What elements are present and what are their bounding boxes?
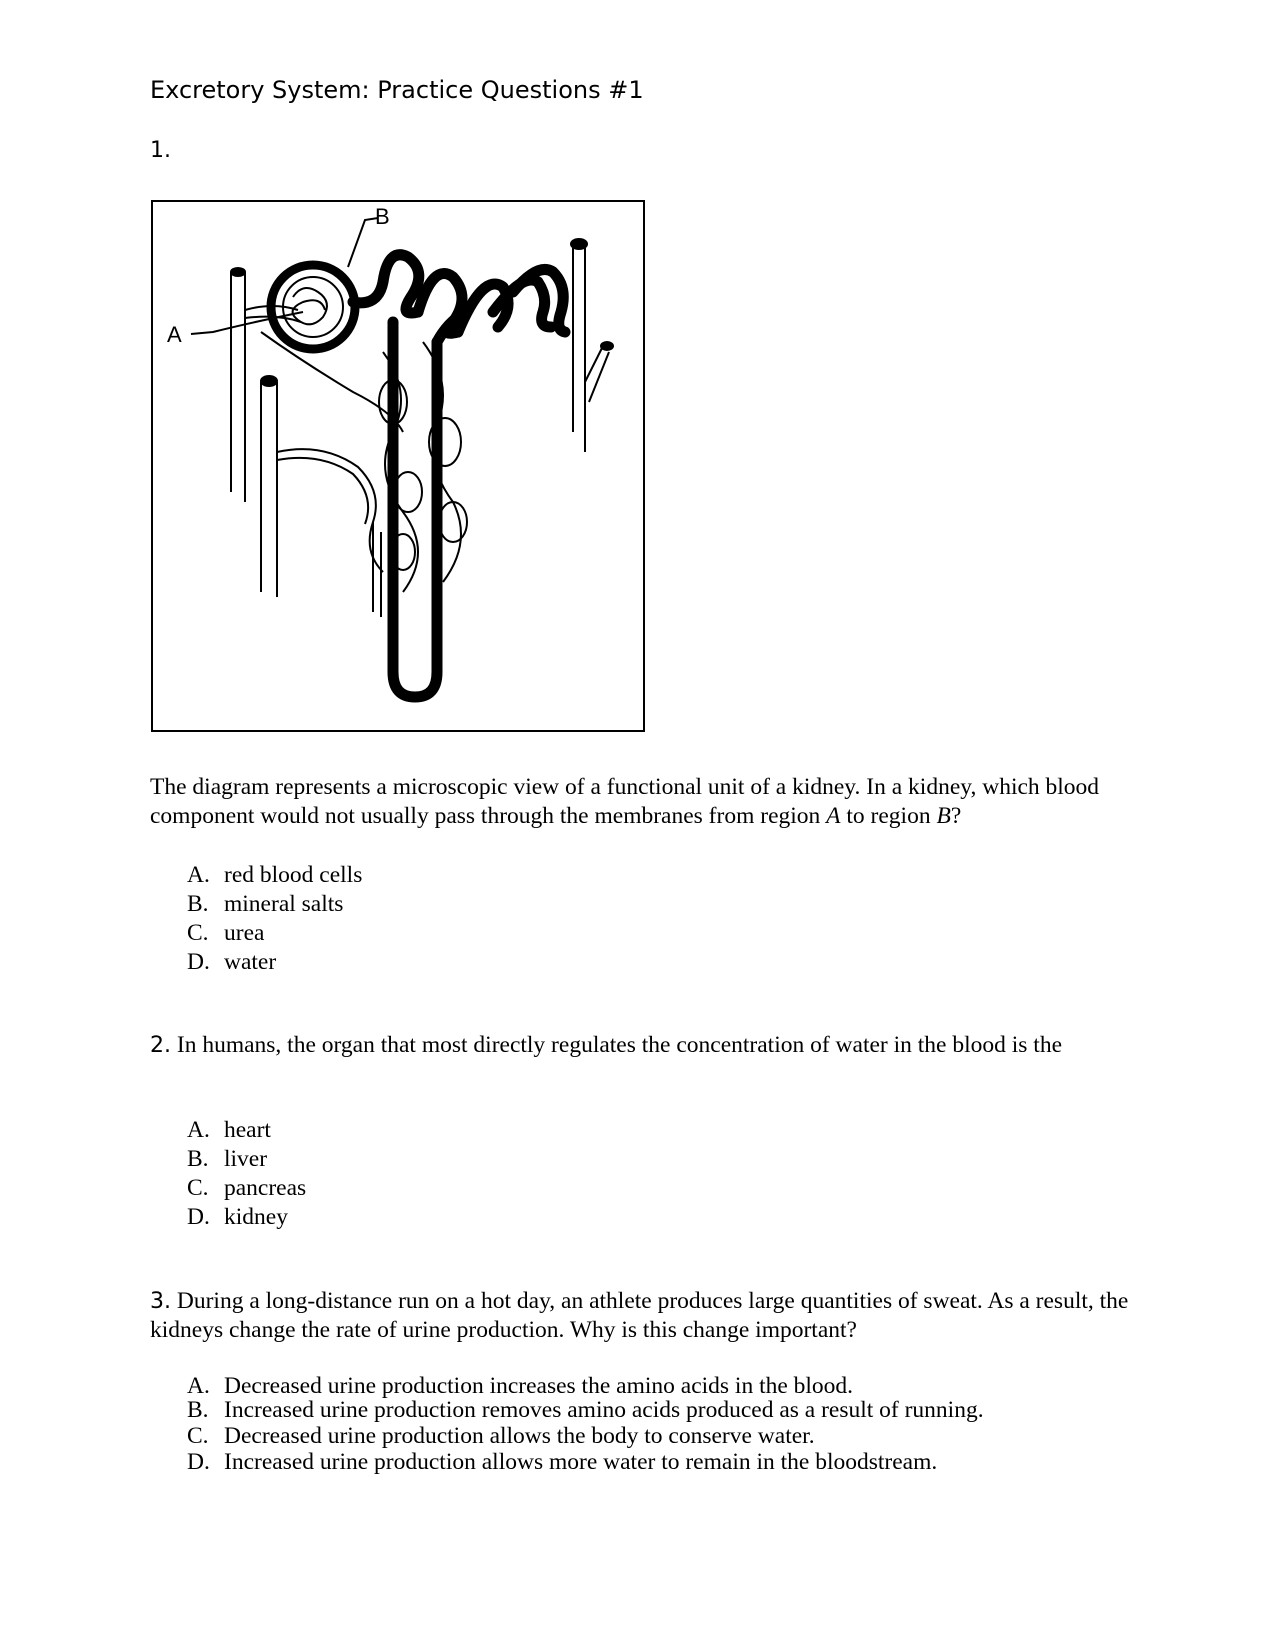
option-item[interactable]: [187, 1423, 984, 1449]
option-item[interactable]: [187, 1397, 984, 1423]
region-b-ref: B: [936, 803, 951, 829]
question-1-options: [187, 861, 362, 977]
question-2-number: 2.: [150, 1033, 171, 1058]
nephron-tubule: [353, 255, 565, 697]
option-item[interactable]: [187, 1449, 984, 1475]
artery-vessel: [231, 268, 301, 597]
question-1-text-part: to region: [840, 803, 937, 829]
option-letter: B.: [187, 1397, 209, 1423]
question-2-text: [150, 1031, 1130, 1060]
option-letter: C.: [187, 920, 209, 946]
question-2-options: [187, 1116, 306, 1232]
option-item[interactable]: [187, 1116, 306, 1145]
question-2-body: In humans, the organ that most directly regulates the concentration of water in the blood is the: [176, 1032, 1063, 1058]
option-text: Decreased urine production allows the body to conserve water.: [224, 1423, 815, 1449]
option-letter: C.: [187, 1175, 209, 1201]
option-item[interactable]: [187, 1145, 306, 1174]
option-item[interactable]: [187, 1373, 984, 1397]
label-a: A: [167, 322, 182, 347]
option-item[interactable]: [187, 919, 362, 948]
question-3-body: During a long-distance run on a hot day, an athlete produces large quantities of sweat. As a result, the kidneys change the rate of urine production. Why is this change important?: [150, 1288, 1129, 1343]
option-letter: C.: [187, 1423, 209, 1449]
page-title: Excretory System: Practice Questions #1: [150, 76, 644, 104]
question-3-number: 3.: [150, 1289, 171, 1314]
question-1-text-part: ?: [950, 803, 962, 829]
option-letter: B.: [187, 1146, 209, 1172]
option-letter: A.: [187, 862, 210, 888]
question-1-text-part: The diagram represents a microscopic view of a functional unit of a kidney. In a kidney, which blood component would not usually pass through the membranes from region: [150, 774, 1100, 829]
option-item[interactable]: [187, 861, 362, 890]
option-letter: D.: [187, 1449, 210, 1475]
option-text: urea: [224, 920, 265, 946]
region-a-ref: A: [826, 803, 841, 829]
option-text: Decreased urine production increases the amino acids in the blood.: [224, 1373, 854, 1399]
option-text: red blood cells: [224, 862, 363, 888]
option-text: heart: [224, 1117, 271, 1143]
option-text: kidney: [224, 1204, 288, 1230]
option-text: Increased urine production allows more water to remain in the bloodstream.: [224, 1449, 938, 1475]
bowmans-capsule: [271, 265, 355, 349]
option-text: water: [224, 949, 277, 975]
option-item[interactable]: [187, 1203, 306, 1232]
option-letter: D.: [187, 949, 210, 975]
question-3-options: [187, 1373, 984, 1475]
question-1-number: 1.: [150, 138, 171, 163]
option-letter: D.: [187, 1204, 210, 1230]
question-1-text: [150, 773, 1130, 831]
question-3-text: [150, 1287, 1130, 1345]
vein-vessel: [571, 239, 613, 452]
option-item[interactable]: [187, 890, 362, 919]
option-letter: A.: [187, 1117, 210, 1143]
option-text: pancreas: [224, 1175, 307, 1201]
option-item[interactable]: [187, 1174, 306, 1203]
option-text: mineral salts: [224, 891, 344, 917]
option-text: Increased urine production removes amino acids produced as a result of running.: [224, 1397, 984, 1423]
option-letter: B.: [187, 891, 209, 917]
option-item[interactable]: [187, 948, 362, 977]
label-b: B: [375, 204, 390, 229]
option-text: liver: [224, 1146, 268, 1172]
option-letter: A.: [187, 1373, 210, 1399]
nephron-diagram: [151, 200, 645, 732]
